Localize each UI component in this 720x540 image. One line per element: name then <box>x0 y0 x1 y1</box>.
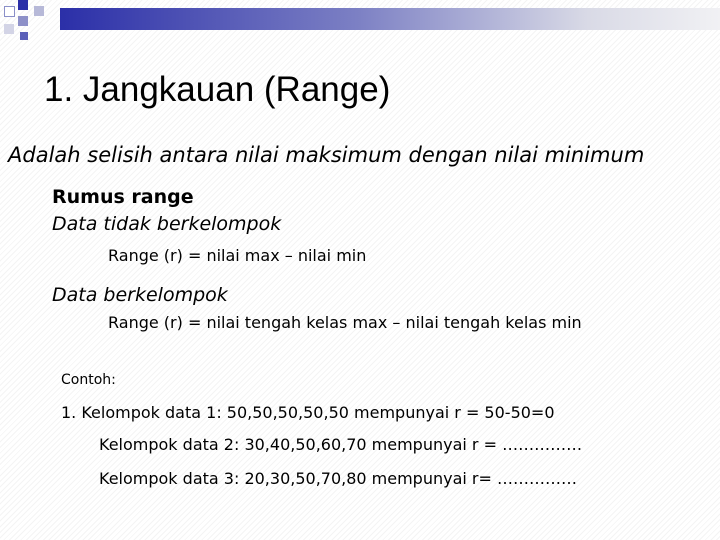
corner-square-pale <box>4 24 14 34</box>
corner-square-mid <box>18 16 28 26</box>
corner-square-dark <box>18 0 28 10</box>
example-item-3: Kelompok data 3: 20,30,50,70,80 mempunyai r= …………… <box>99 469 577 488</box>
grouped-formula: Range (r) = nilai tengah kelas max – nilai tengah kelas min <box>108 313 582 332</box>
example-label: Contoh: <box>61 372 116 388</box>
formula-heading: Rumus range <box>52 186 194 208</box>
definition-text: Adalah selisih antara nilai maksimum dengan nilai minimum <box>8 143 645 167</box>
corner-decoration <box>0 0 56 48</box>
corner-square-blue <box>20 32 28 40</box>
slide-title: 1. Jangkauan (Range) <box>44 70 391 109</box>
example-item-2: Kelompok data 2: 30,40,50,60,70 mempunyai r = …………… <box>99 435 583 454</box>
corner-square-outline <box>4 6 15 17</box>
example-item-1: 1. Kelompok data 1: 50,50,50,50,50 mempunyai r = 50-50=0 <box>61 403 555 422</box>
ungrouped-formula: Range (r) = nilai max – nilai min <box>108 246 367 265</box>
header-bar <box>60 8 720 30</box>
corner-square-light <box>34 6 44 16</box>
grouped-data-label: Data berkelompok <box>52 284 228 306</box>
ungrouped-data-label: Data tidak berkelompok <box>52 213 282 235</box>
